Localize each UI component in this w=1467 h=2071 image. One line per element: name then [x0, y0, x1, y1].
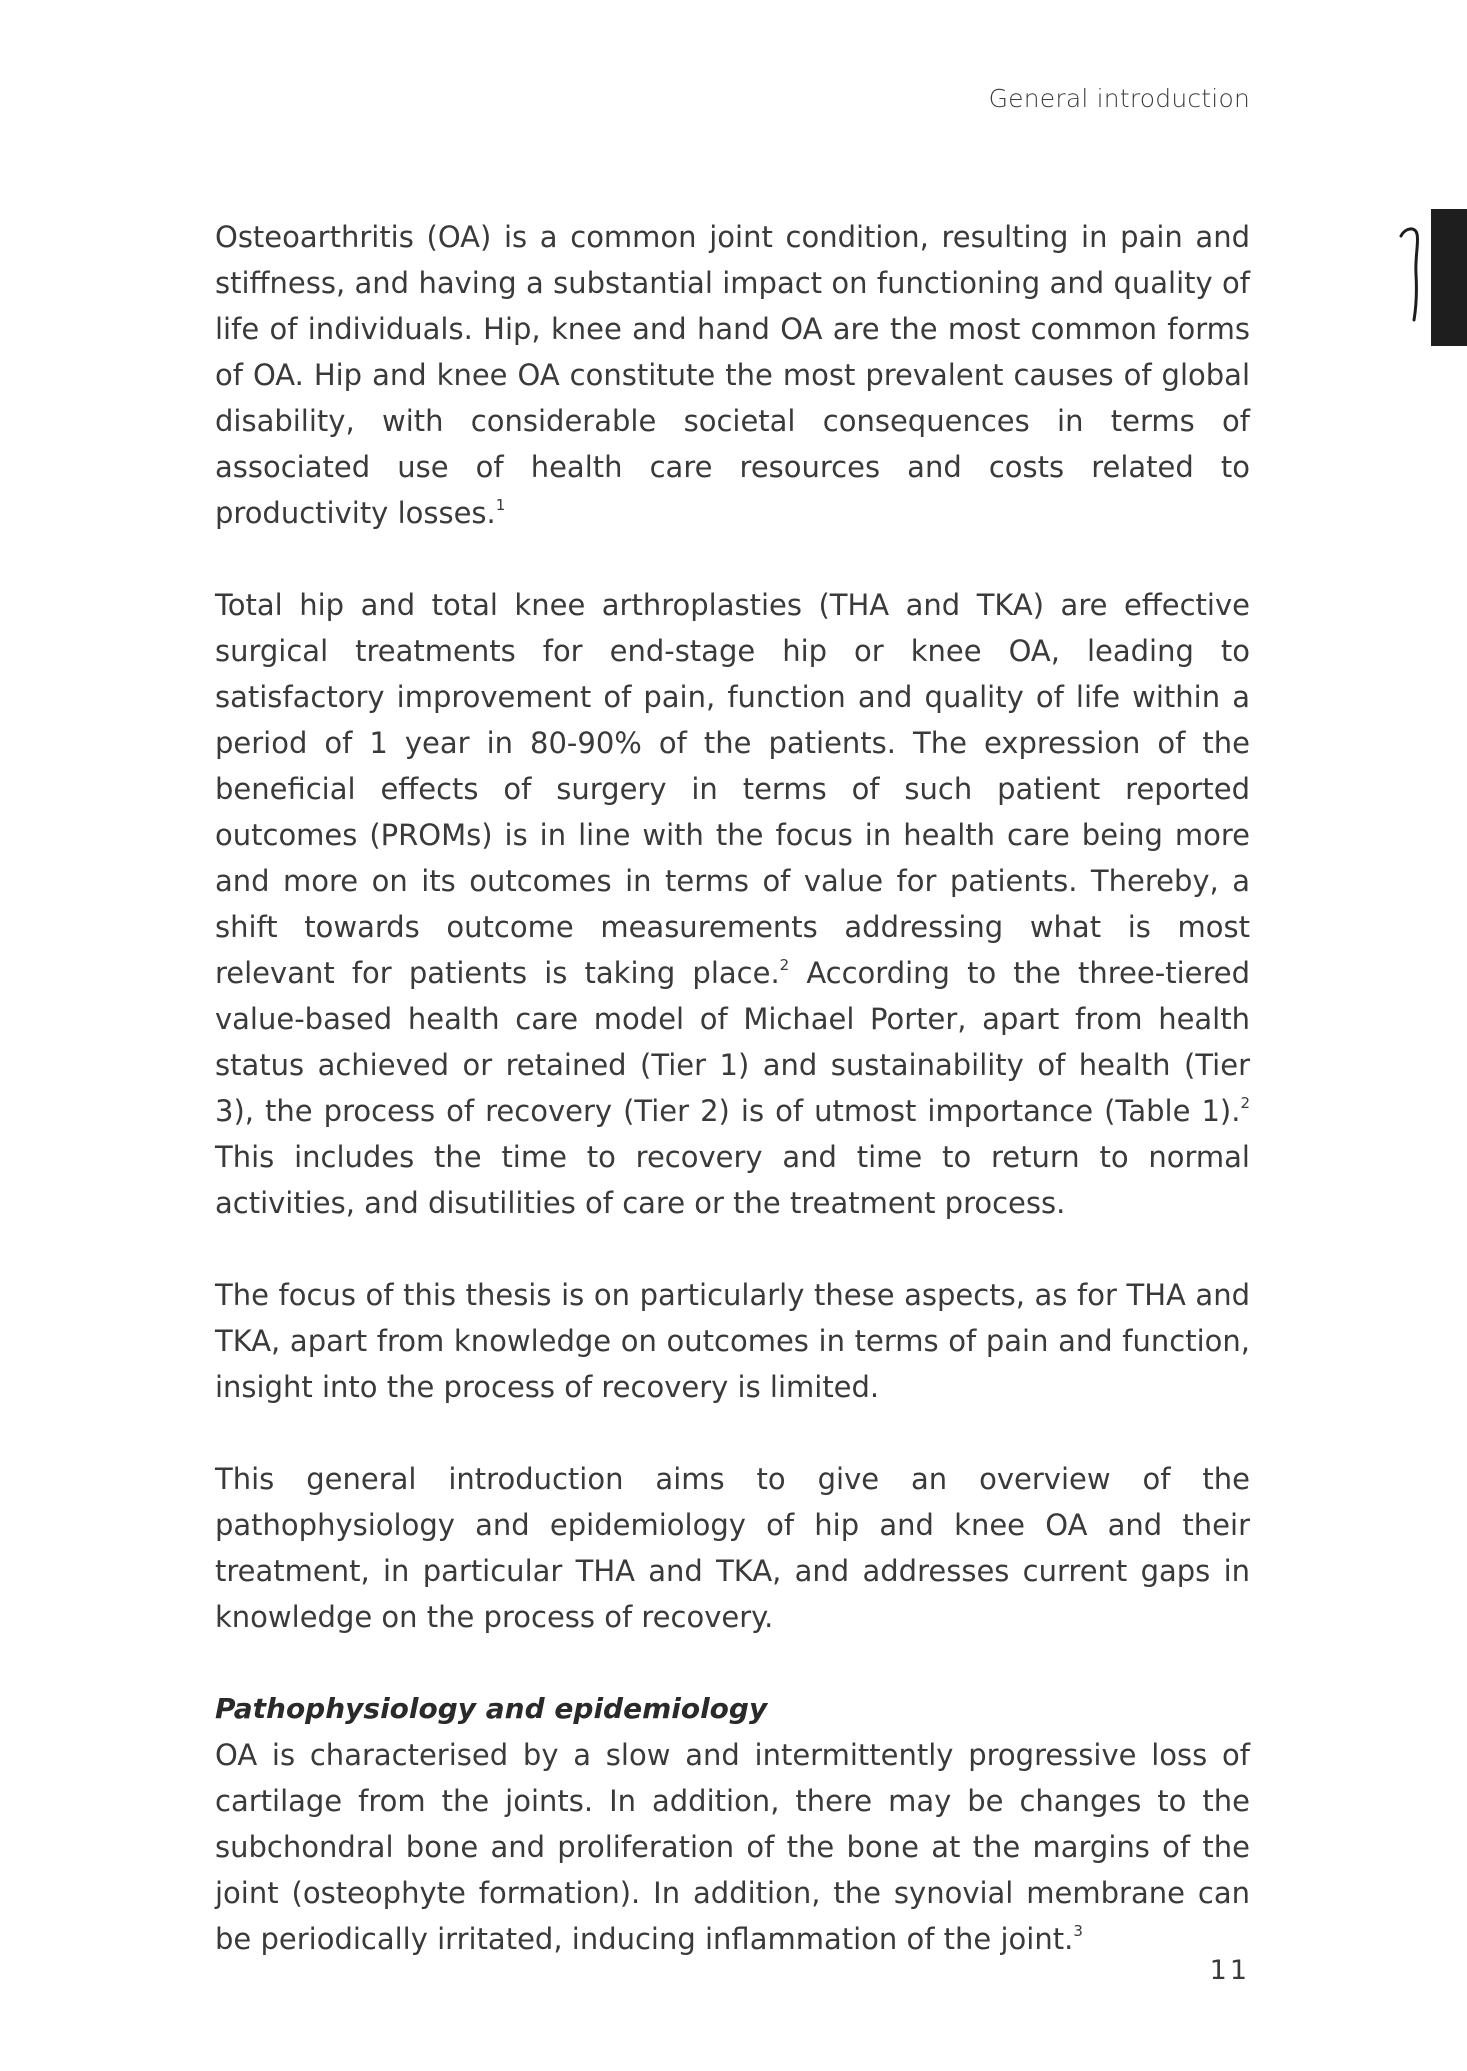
paragraph-pathophysiology — [215, 1732, 1250, 1962]
paragraph-text: OA is characterised by a slow and intermittently progressive loss of cartilage from the joints. In addition, there may be changes to the subchondral bone and proliferation of the bone at the margins of the joint (osteophyte formation). In addition, the synovial membrane can be periodically irritated, inducing inflammation of the joint. — [215, 1738, 1250, 1956]
chapter-tab — [1431, 209, 1467, 346]
reference-superscript: 2 — [1240, 1094, 1250, 1112]
body-text — [215, 214, 1250, 1962]
chapter-number-mark — [1397, 226, 1423, 322]
paragraph-thesis-focus — [215, 1272, 1250, 1410]
running-header: General introduction — [988, 84, 1250, 113]
reference-superscript: 2 — [779, 956, 790, 974]
paragraph-text: According to the three-tiered value-based health care model of Michael Porter, apart from health status achieved or retained (Tier 1) and sustainability of health (Tier 3), the process of recovery (Tier 2) is of utmost importance (Table 1). — [215, 956, 1251, 1128]
paragraph-text: Total hip and total knee arthroplasties (THA and TKA) are effective surgical treatments for end-stage hip or knee OA, leading to satisfactory improvement of pain, function and quality of life within a period of 1 year in 80-90% of the patients. The expression of the beneficial effects of surgery in terms of such patient reported outcomes (PROMs) is in line with the focus in health care being more and more on its outcomes in terms of value for patients. Thereby, a shift towards outcome measurements addressing what is most relevant for patients is taking place. — [215, 588, 1250, 990]
paragraph-intro — [215, 214, 1250, 536]
section-heading: Pathophysiology and epidemiology — [215, 1692, 768, 1725]
paragraph-arthroplasty — [215, 582, 1250, 1226]
paragraph-text: This general introduction aims to give an overview of the pathophysiology and epidemiology of hip and knee OA and their treatment, in particular THA and TKA, and addresses current gaps in knowledge on the process of recovery. — [215, 1462, 1250, 1634]
reference-superscript: 1 — [495, 496, 506, 514]
paragraph-text: Osteoarthritis (OA) is a common joint condition, resulting in pain and stiffness, and having a substantial impact on functioning and quality of life of individuals. Hip, knee and hand OA are the most common forms of OA. Hip and knee OA constitute the most prevalent causes of global disability, with considerable societal consequences in terms of associated use of health care resources and costs related to productivity losses. — [215, 220, 1250, 530]
paragraph-text: The focus of this thesis is on particularly these aspects, as for THA and TKA, apart from knowledge on outcomes in terms of pain and function, insight into the process of recovery is limited. — [215, 1278, 1250, 1404]
page-number: 11 — [1209, 1955, 1250, 1986]
reference-superscript: 3 — [1073, 1922, 1083, 1940]
paragraph-overview — [215, 1456, 1250, 1640]
paragraph-text: This includes the time to recovery and time to return to normal activities, and disutilities of care or the treatment process. — [215, 1140, 1250, 1220]
